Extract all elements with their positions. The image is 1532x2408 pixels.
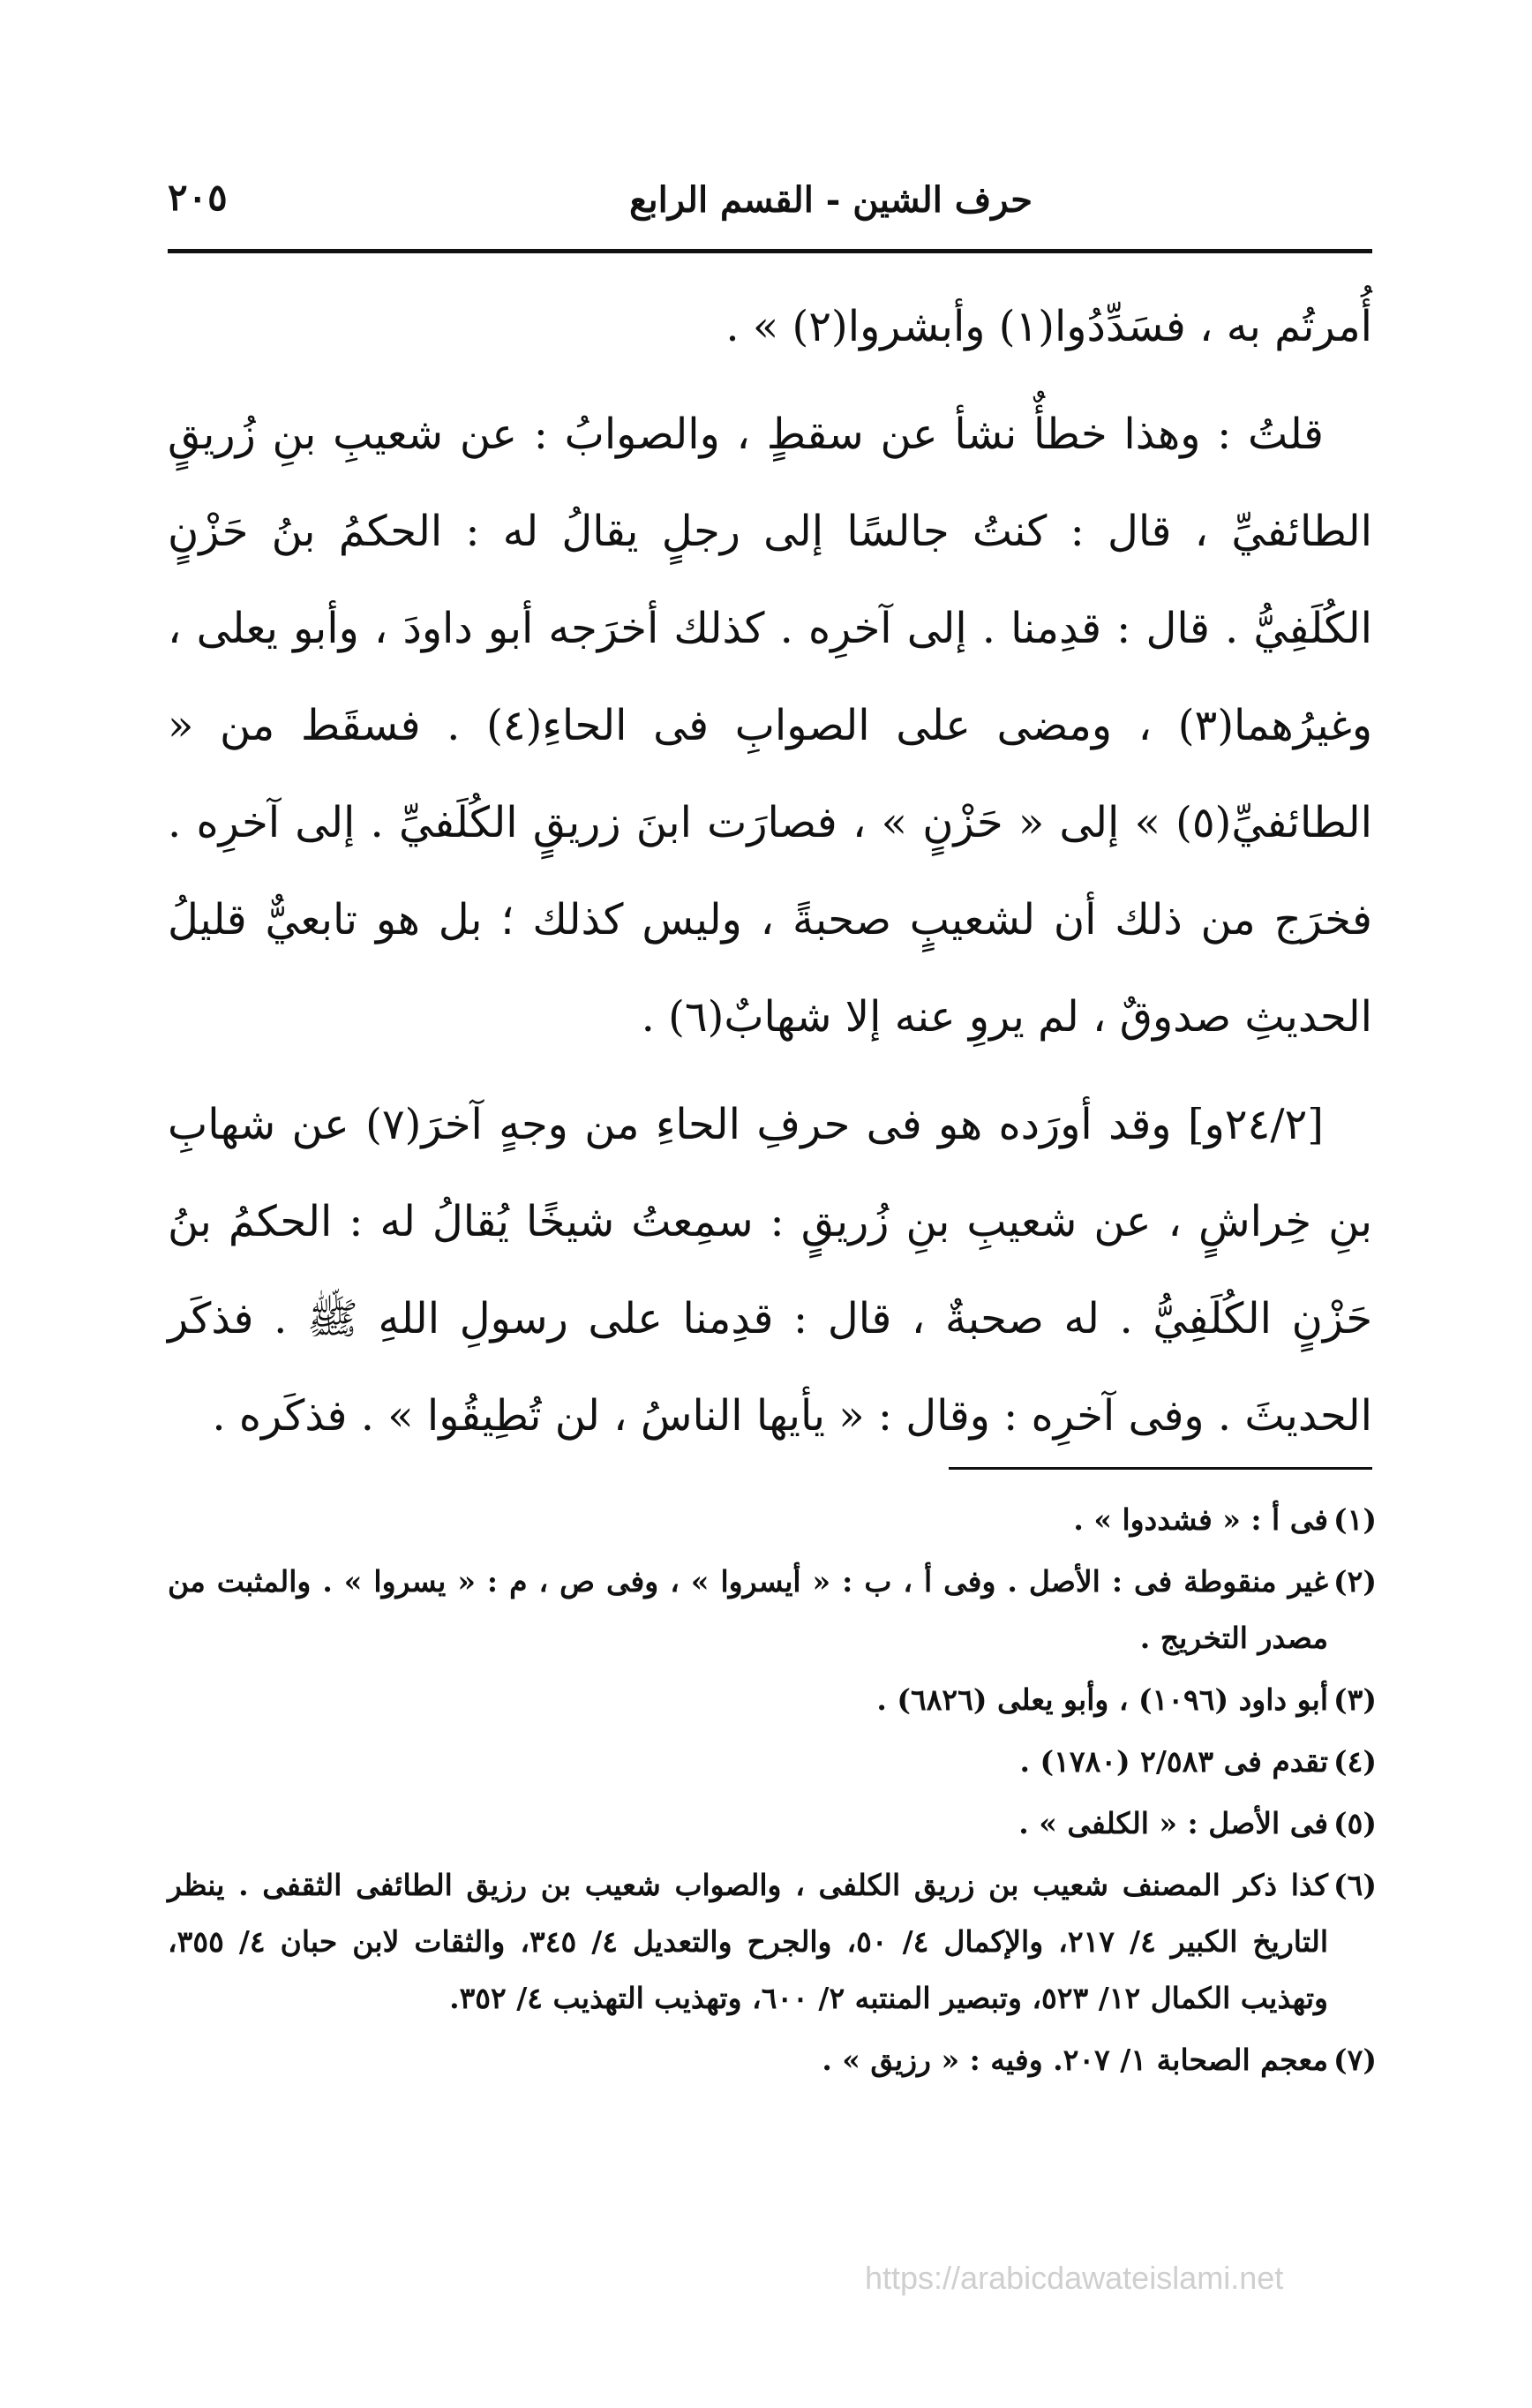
footnote-number: (٥)	[1333, 1806, 1377, 1840]
footnote-text: معجم الصحابة ١/ ٢٠٧. وفيه : « رزيق » .	[822, 2043, 1328, 2077]
footnote-number: (٣)	[1333, 1682, 1377, 1717]
footnotes	[168, 1492, 1377, 2094]
running-title: حرف الشين - القسم الرابع	[629, 179, 1033, 221]
footnote-separator	[949, 1467, 1372, 1470]
page-number: ٢٠٥	[168, 176, 228, 219]
footnote-1	[168, 1492, 1377, 1548]
footnote-number: (٤)	[1333, 1744, 1377, 1779]
footnote-text: فى أ : « فشددوا » .	[1073, 1502, 1328, 1537]
footnote-3	[168, 1672, 1377, 1728]
paragraph-2: قلتُ : وهذا خطأٌ نشأ عن سقطٍ ، والصوابُ : عن شعيبِ بنِ زُريقٍ الطائفيِّ ، قال : كنتُ جالسًا إلى رجلٍ يقالُ له : الحكمُ بنُ حَزْنٍ الكُلَفِيُّ . قال : قدِمنا . إلى آخرِه . كذلك أخرَجه أبو داودَ ، وأبو يعلى ، وغيرُهما(٣) ، ومضى على الصوابِ فى الحاءِ(٤) . فسقَط من « الطائفيِّ(٥) » إلى « حَزْنٍ » ، فصارَت ابنَ زريقٍ الكُلَفيِّ . إلى آخرِه . فخرَج من ذلك أن لشعيبٍ صحبةً ، وليس كذلك ؛ بل هو تابعيٌّ قليلُ الحديثِ صدوقٌ ، لم يروِ عنه إلا شهابٌ(٦) .	[168, 410, 1373, 1042]
header-rule	[168, 249, 1372, 253]
footnote-number: (١)	[1333, 1502, 1377, 1537]
main-text	[168, 278, 1372, 1464]
footnote-7	[168, 2032, 1377, 2088]
footnote-5	[168, 1795, 1377, 1852]
footnote-text: غير منقوطة فى : الأصل . وفى أ ، ب : « أيسروا » ، وفى ص ، م : « يسروا » . والمثبت من مصدر التخريج .	[168, 1564, 1328, 1655]
footnote-number: (٢)	[1333, 1564, 1377, 1599]
footnote-text: فى الأصل : « الكلفى » .	[1018, 1806, 1328, 1840]
footnote-number: (٦)	[1333, 1868, 1377, 1902]
footnote-text: كذا ذكر المصنف شعيب بن زريق الكلفى ، والصواب شعيب بن رزيق الطائفى الثقفى . ينظر التاريخ الكبير ٤/ ٢١٧، والإكمال ٤/ ٥٠، والجرح والتعديل ٤/ ٣٤٥، والثقات لابن حبان ٤/ ٣٥٥، وتهذيب الكمال ١٢/ ٥٢٣، وتبصير المنتبه ٢/ ٦٠٠، وتهذيب التهذيب ٤/ ٣٥٢.	[168, 1868, 1329, 2015]
footnote-text: تقدم فى ٢/٥٨٣ (١٧٨٠) .	[1019, 1744, 1328, 1779]
paragraph-3: [٢٤/٢و] وقد أورَده هو فى حرفِ الحاءِ من وجهٍ آخرَ(٧) عن شهابِ بنِ خِراشٍ ، عن شعيبِ بنِ زُريقٍ : سمِعتُ شيخًا يُقالُ له : الحكمُ بنُ حَزْنٍ الكُلَفِيُّ . له صحبةٌ ، قال : قدِمنا على رسولِ اللهِ ﷺ . فذكَر الحديثَ . وفى آخرِه : وقال : « يأيها الناسُ ، لن تُطِيقُوا » . فذكَره .	[168, 1100, 1372, 1441]
paragraph-1: أُمرتُم به ، فسَدِّدُوا(١) وأبشروا(٢) » .	[725, 302, 1372, 351]
footnote-2	[168, 1554, 1377, 1667]
footnote-number: (٧)	[1333, 2043, 1377, 2077]
page-header	[168, 172, 1368, 243]
footnote-4	[168, 1734, 1377, 1790]
footnote-text: أبو داود (١٠٩٦) ، وأبو يعلى (٦٨٢٦) .	[876, 1682, 1328, 1717]
footnote-6	[168, 1857, 1377, 2027]
source-watermark: https://arabicdawateislami.net	[865, 2260, 1284, 2296]
